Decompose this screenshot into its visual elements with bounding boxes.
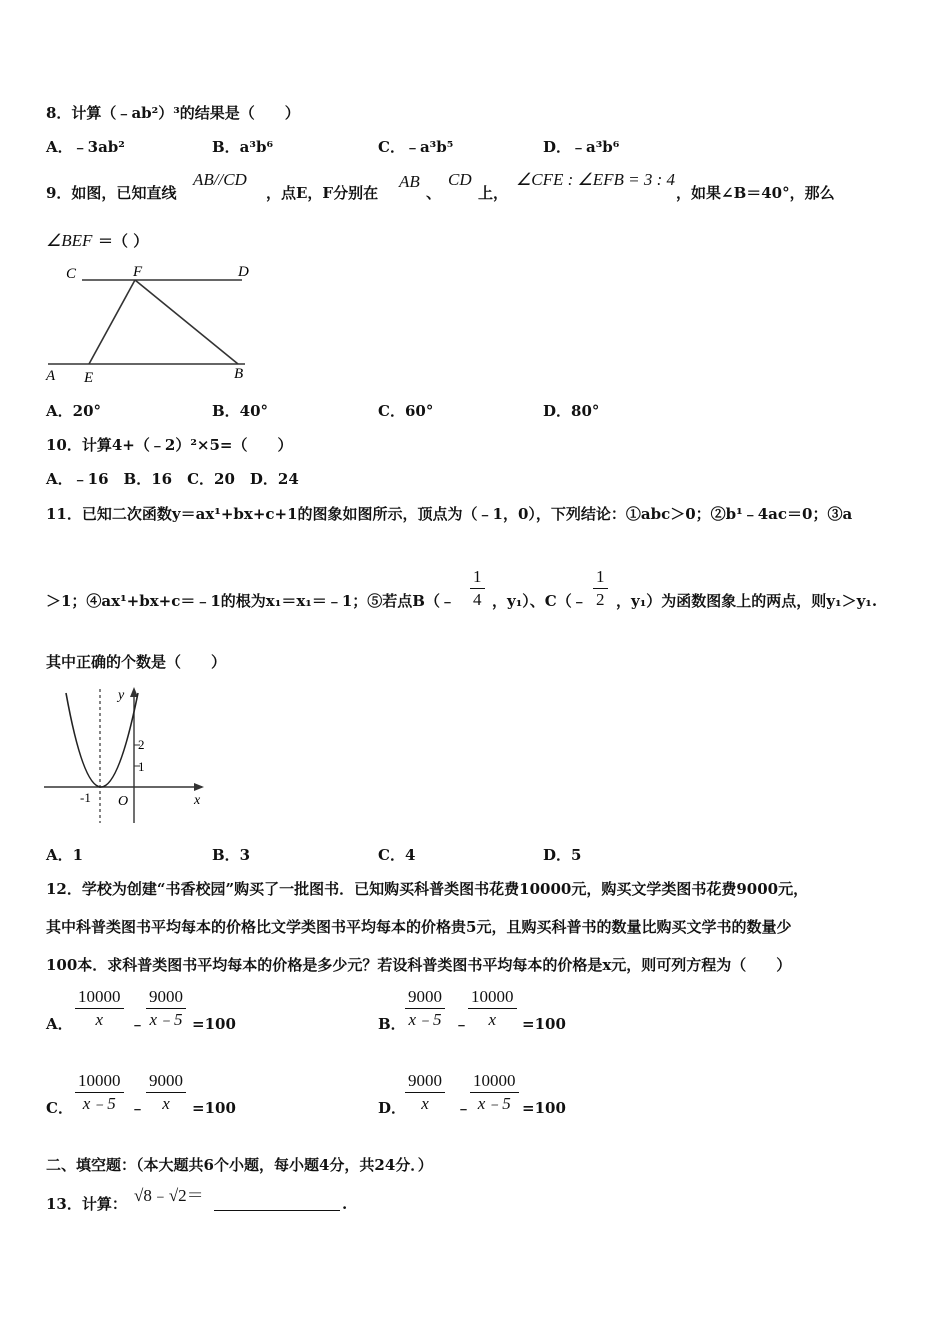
minus: ﹣ — [130, 1099, 146, 1117]
numerator: 10000 — [75, 986, 124, 1009]
q12-d-frac2 — [470, 1070, 519, 1115]
q9-option-a: A．20° — [46, 402, 102, 420]
q12-a-rhs: =100 — [192, 1015, 236, 1033]
q9-ratio: ∠CFE : ∠EFB = 3 : 4 — [516, 170, 676, 189]
denominator: x — [488, 1010, 497, 1029]
q9-cd: CD — [448, 170, 472, 189]
q12-a-frac2 — [146, 986, 186, 1031]
label-1: 1 — [138, 759, 145, 774]
q12-line3: 100本．求科普类图书平均每本的价格是多少元？若设科普类图书平均每本的价格是x元，则可列方程为（ ） — [46, 956, 792, 974]
q12-b-frac1 — [405, 986, 445, 1031]
q8-option-c: C．﹣a³b⁵ — [378, 138, 454, 156]
denominator: x — [421, 1094, 429, 1113]
q12-b-rhs: =100 — [522, 1015, 566, 1033]
q8-option-b: B．a³b⁶ — [212, 138, 274, 156]
q12-d-rhs: =100 — [522, 1099, 566, 1117]
minus: ﹣ — [454, 1015, 470, 1033]
denominator: x﹣5 — [82, 1094, 116, 1113]
q12-option-b-label: B． — [378, 1015, 406, 1033]
q11-line2-a: ＞1；④ax¹+bx+c＝﹣1的根为x₁＝x₁＝﹣1；⑤若点B（﹣ — [46, 592, 455, 610]
q13-expression: √8﹣√2＝ — [134, 1186, 204, 1205]
q12-c-rhs: =100 — [192, 1099, 236, 1117]
q11-fraction-1-4 — [470, 566, 485, 611]
numerator: 9000 — [405, 986, 445, 1009]
q9-option-c: C．60° — [378, 402, 434, 420]
label-f: F — [133, 264, 143, 280]
q9-ab: AB — [399, 172, 420, 191]
label-c: C — [66, 266, 77, 282]
q9-option-d: D．80° — [543, 402, 600, 420]
segment-fe — [89, 280, 135, 364]
q11-fraction-1-2 — [593, 566, 608, 611]
q9-bef: ∠BEF — [46, 231, 93, 250]
label-a: A — [46, 368, 56, 384]
frac1-numerator: 1 — [470, 566, 485, 589]
q8-option-d: D．﹣a³b⁶ — [543, 138, 620, 156]
q13-answer-blank[interactable] — [214, 1209, 340, 1211]
q11-option-d: D．5 — [543, 846, 582, 864]
x-axis-arrow — [194, 783, 204, 791]
q12-c-frac1 — [75, 1070, 124, 1115]
q9-stem-part5: ＝（ ） — [98, 232, 149, 250]
label-e: E — [84, 370, 94, 386]
denominator: x﹣5 — [477, 1094, 511, 1113]
q11-line2-c: ，y₁）为函数图象上的两点，则y₁＞y₁. — [616, 592, 878, 610]
parabola-curve — [66, 693, 138, 787]
q12-line2: 其中科普类图书平均每本的价格比文学类图书平均每本的价格贵5元，且购买科普书的数量比购买文学书的数量少 — [46, 918, 792, 936]
q12-option-c-label: C． — [46, 1099, 73, 1117]
q9-sep: 、 — [426, 184, 442, 202]
q12-option-d-label: D． — [378, 1099, 407, 1117]
q9-option-b: B．40° — [212, 402, 269, 420]
denominator: x﹣5 — [408, 1010, 442, 1029]
q11-line1: 11．已知二次函数y＝ax¹+bx+c+1的图象如图所示，顶点为（﹣1，0），下列结论：①abc＞0；②b¹﹣4ac＝0；③a — [46, 505, 853, 523]
label-x: x — [194, 793, 201, 808]
q12-option-a-label: A． — [46, 1015, 73, 1033]
q13-label: 13．计算： — [46, 1195, 127, 1213]
segment-fb — [135, 280, 238, 364]
q9-stem-part2: ，点E，F分别在 — [266, 184, 379, 202]
frac2-numerator: 1 — [593, 566, 608, 589]
numerator: 9000 — [146, 1070, 186, 1093]
q9-stem-part4: ，如果∠B＝40°，那么 — [676, 184, 835, 202]
q12-a-frac1 — [75, 986, 124, 1031]
q12-c-frac2 — [146, 1070, 186, 1115]
label-y: y — [118, 688, 125, 703]
q10-stem: 10．计算4+（﹣2）²×5=（ ） — [46, 436, 293, 454]
numerator: 9000 — [146, 986, 186, 1009]
denominator: x﹣5 — [149, 1010, 183, 1029]
q12-line1: 12．学校为创建“书香校园”购买了一批图书．已知购买科普类图书花费10000元，购买文学类图书花费9000元， — [46, 880, 809, 898]
q11-option-b: B．3 — [212, 846, 251, 864]
minus: ﹣ — [130, 1015, 146, 1033]
q12-b-frac2 — [468, 986, 517, 1031]
q8-stem: 8．计算（﹣ab²）³的结果是（ ） — [46, 104, 300, 122]
q12-d-frac1 — [405, 1070, 445, 1115]
numerator: 10000 — [470, 1070, 519, 1093]
q9-parallel: AB//CD — [193, 170, 247, 189]
numerator: 10000 — [75, 1070, 124, 1093]
q13-end: . — [342, 1195, 348, 1213]
q9-stem-part1: 9．如图，已知直线 — [46, 184, 177, 202]
q11-parabola-graph — [42, 683, 212, 828]
frac1-denominator: 4 — [473, 590, 482, 609]
q9-figure — [40, 258, 270, 388]
label-d: D — [238, 264, 249, 280]
numerator: 9000 — [405, 1070, 445, 1093]
label-neg1: -1 — [80, 790, 91, 805]
numerator: 10000 — [468, 986, 517, 1009]
q11-option-c: C．4 — [378, 846, 416, 864]
minus: ﹣ — [456, 1099, 472, 1117]
section-2-heading: 二、填空题：（本大题共6个小题，每小题4分，共24分．） — [46, 1156, 433, 1174]
denominator: x — [95, 1010, 104, 1029]
q11-line2-b: ，y₁）、C（﹣ — [492, 592, 587, 610]
q10-options: A．﹣16 B．16 C．20 D．24 — [46, 470, 299, 488]
q8-option-a: A．﹣3ab² — [46, 138, 125, 156]
q11-line3: 其中正确的个数是（ ） — [46, 653, 227, 671]
label-2: 2 — [138, 737, 145, 752]
q9-stem-part3: 上， — [478, 184, 509, 202]
label-b: B — [234, 366, 244, 382]
frac2-denominator: 2 — [596, 590, 605, 609]
label-origin: O — [118, 794, 129, 809]
denominator: x — [162, 1094, 170, 1113]
q11-option-a: A．1 — [46, 846, 84, 864]
